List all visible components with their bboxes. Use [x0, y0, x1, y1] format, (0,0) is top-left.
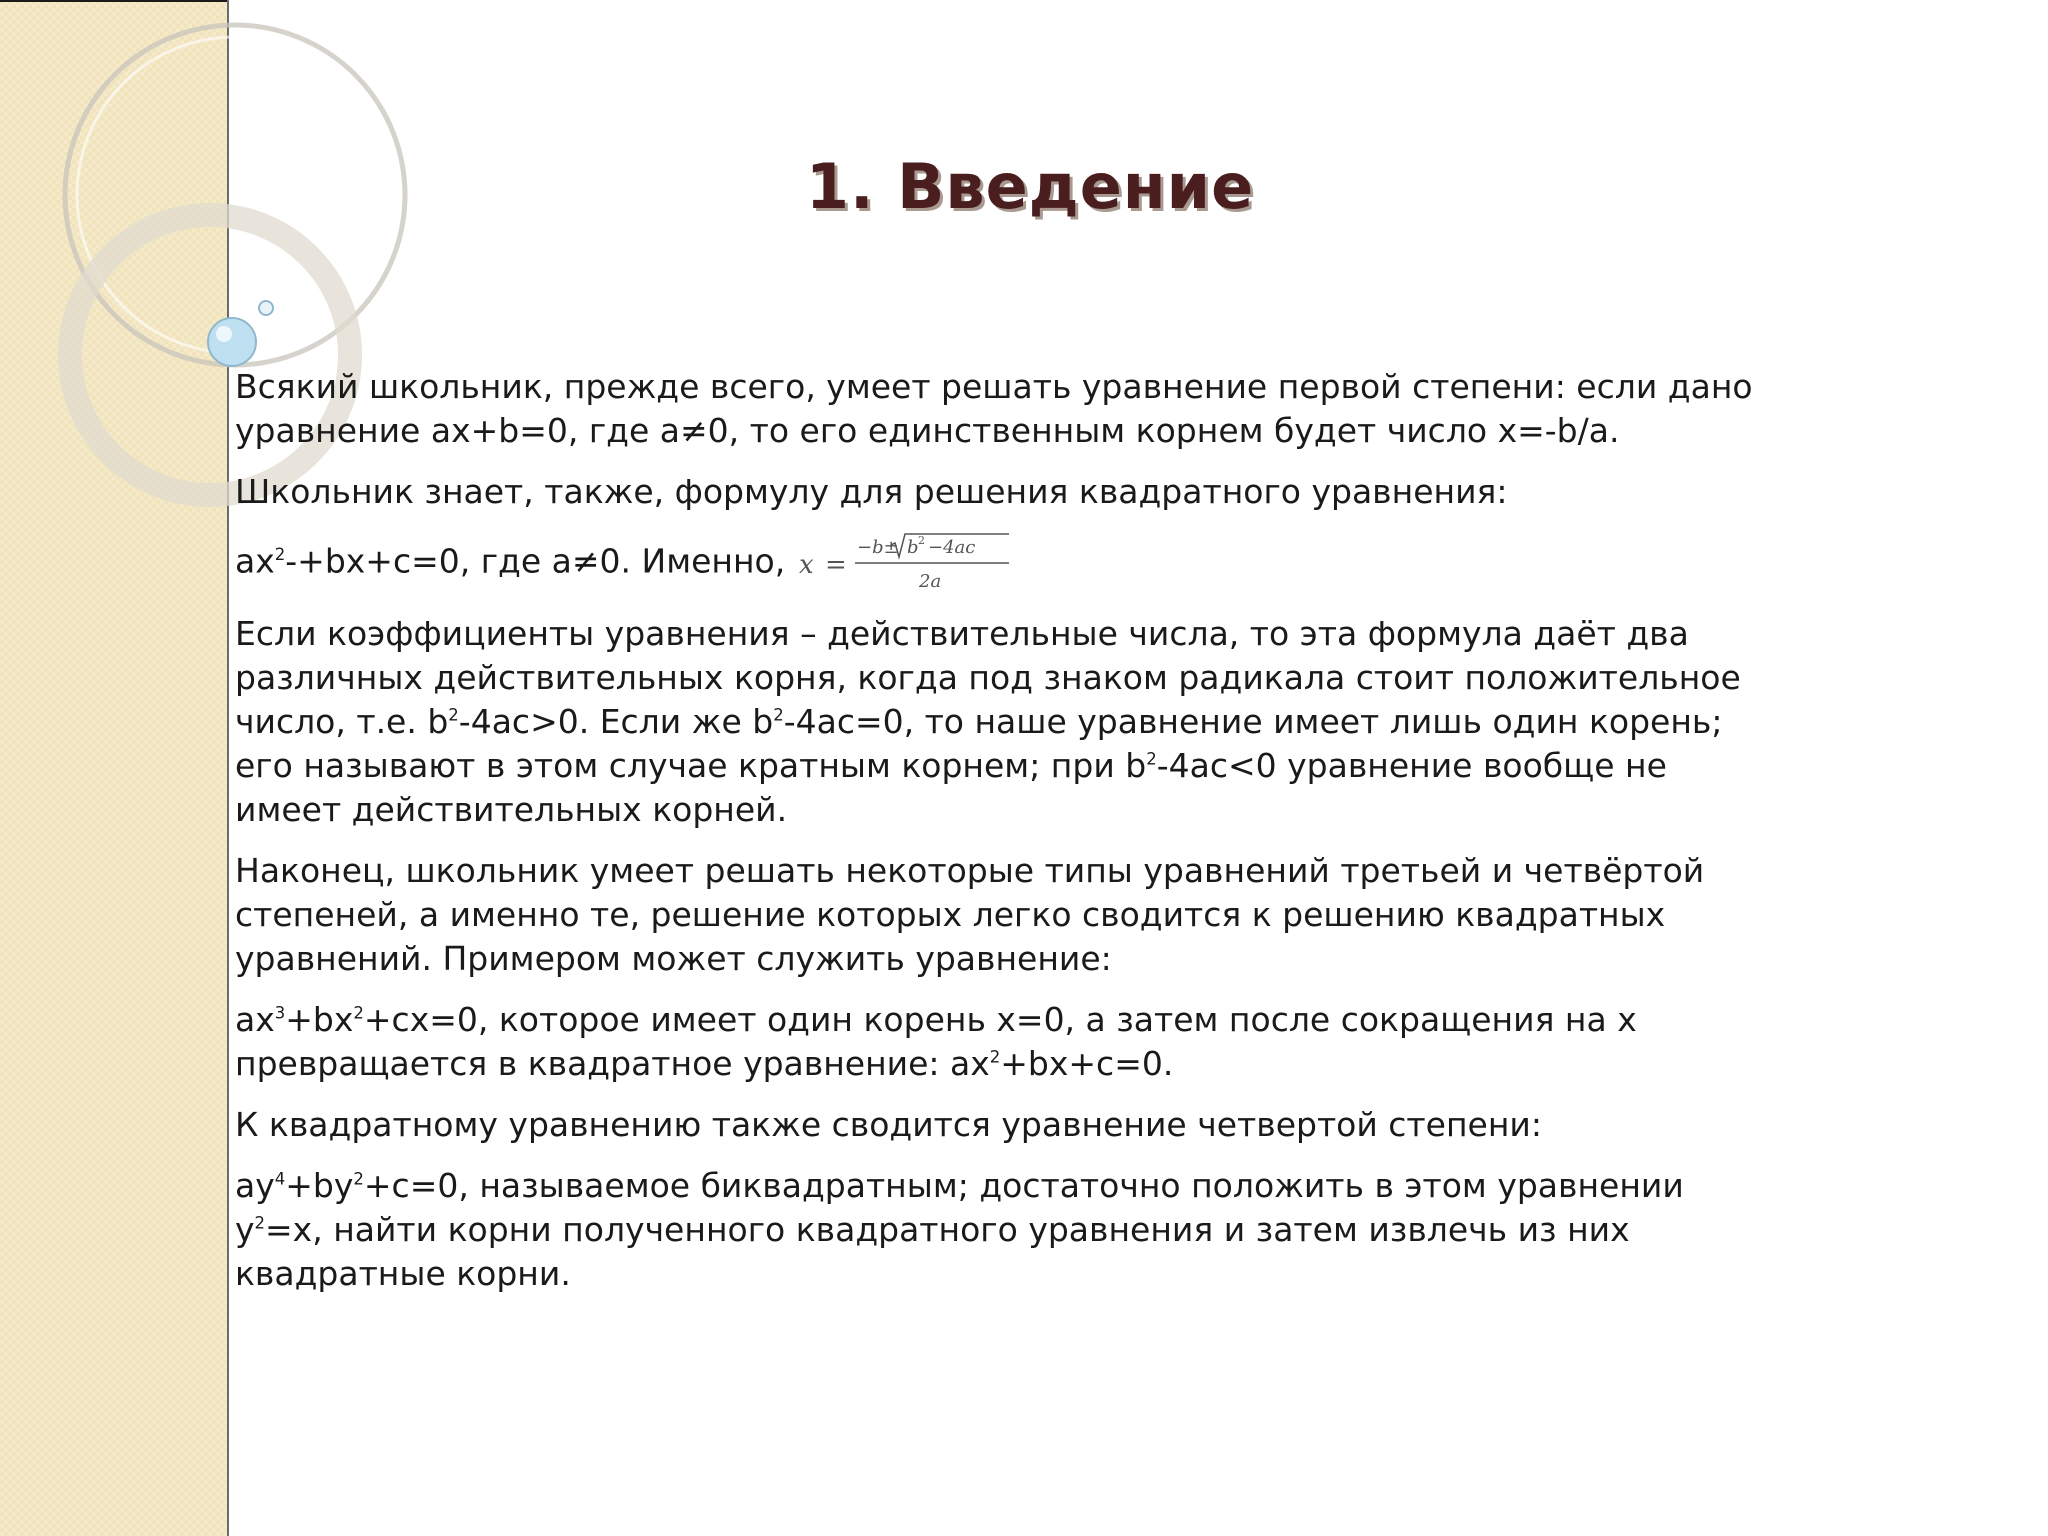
superscript: 2 — [353, 1003, 364, 1023]
formula-lhs: x — [799, 550, 814, 580]
text-segment: +c=0, называемое биквадратным; достаточно положить в этом уравнении y — [235, 1166, 1684, 1249]
sidebar-top-border — [0, 0, 227, 2]
text-segment: +cx=0, которое имеет один корень x=0, а затем после сокращения на x превращается в квадратное уравнение: ax — [235, 1000, 1637, 1083]
superscript: 2 — [1146, 749, 1157, 769]
text-segment: -4ac<0 уравнение вообще не имеет действительных корней. — [235, 746, 1667, 829]
superscript: 2 — [274, 545, 286, 565]
text-segment: -4ac>0. Если же b — [458, 702, 774, 741]
superscript: 2 — [448, 705, 459, 725]
paragraph-quadratic-intro: Школьник знает, также, формулу для решения квадратного уравнения: — [235, 472, 1508, 511]
paragraph-discriminant — [235, 612, 1755, 832]
paragraph-quadratic-formula — [235, 531, 1755, 595]
paragraph-higher-degree: Наконец, школьник умеет решать некоторые типы уравнений третьей и четвёртой степеней, а именно те, решение которых легко сводится к решению квадратных уравнений. Примером может служить уравнение: — [235, 851, 1705, 978]
superscript: 2 — [254, 1213, 266, 1233]
paragraph-quartic-intro: К квадратному уравнению также сводится уравнение четвертой степени: — [235, 1105, 1542, 1144]
text-segment: ay — [235, 1166, 275, 1205]
quadratic-formula-image — [793, 531, 1013, 595]
superscript: 4 — [274, 1169, 286, 1189]
text-segment: ax — [235, 541, 275, 581]
text-segment: +bx — [285, 1000, 354, 1039]
text-segment: +bx+c=0. — [1000, 1044, 1174, 1083]
paragraph-cubic-example — [235, 998, 1755, 1086]
slide-title: 1. Введение — [805, 150, 1255, 223]
text-segment: -+bx+c=0, где a≠0. Именно, — [285, 541, 786, 581]
formula-numerator-prefix: −b± — [857, 537, 899, 558]
paragraph-biquadratic — [235, 1164, 1755, 1296]
text-segment: =x, найти корни полученного квадратного уравнения и затем извлечь из них квадратные корни. — [235, 1210, 1630, 1293]
text-segment: +by — [285, 1166, 354, 1205]
bubble-small-icon — [259, 301, 273, 315]
superscript: 2 — [773, 705, 784, 725]
formula-denominator: 2a — [919, 571, 942, 592]
text-segment: Если коэффициенты уравнения – действительные числа, то эта формула даёт два различных действительных корня, когда под знаком радикала стоит положительное число, т.е. b — [235, 614, 1741, 741]
text-segment: ax — [235, 1000, 275, 1039]
formula-radicand: b — [907, 537, 919, 558]
sidebar-panel — [0, 0, 229, 1536]
superscript: 2 — [989, 1047, 1001, 1067]
formula-radicand-rest: −4ac — [928, 537, 976, 558]
superscript: 3 — [274, 1003, 286, 1023]
paragraph-linear-equation: Всякий школьник, прежде всего, умеет решать уравнение первой степени: если дано уравнение ax+b=0, где a≠0, то его единственным корнем будет число x=-b/a. — [235, 367, 1753, 450]
slide-content — [235, 365, 1755, 1313]
formula-equals: = — [825, 550, 848, 580]
superscript: 2 — [353, 1169, 364, 1189]
text-segment: -4ac=0, то наше уравнение имеет лишь один корень; его называют в этом случае кратным корнем; при b — [235, 702, 1723, 785]
formula-radicand-exponent: 2 — [918, 534, 926, 547]
